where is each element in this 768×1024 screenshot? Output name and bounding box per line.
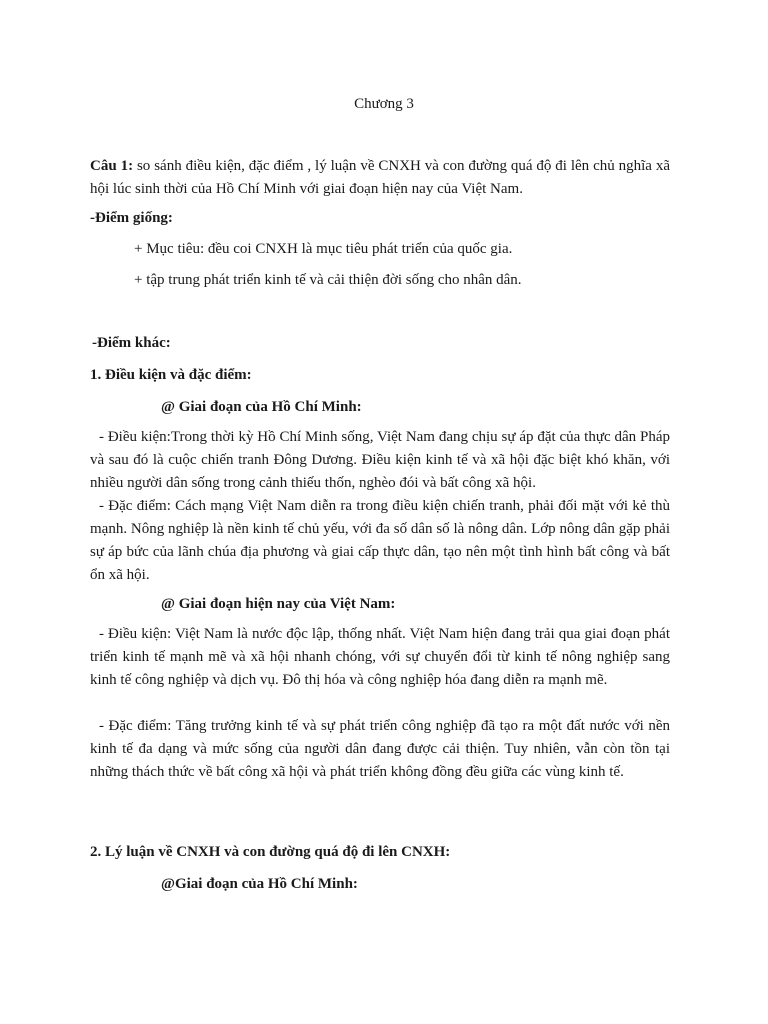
similarity-item: + Mục tiêu: đều coi CNXH là mục tiêu phát triển của quốc gia.: [134, 241, 513, 257]
question-text: so sánh điều kiện, đặc điểm , lý luận về CNXH và con đường quá độ đi lên chủ nghĩa xã hội lúc sinh thời của Hồ Chí Minh với giai đoạn hiện nay của Việt Nam.: [90, 158, 670, 197]
question-paragraph: [90, 155, 670, 201]
section1-now-heading: @ Giai đoạn hiện nay của Việt Nam:: [161, 596, 396, 612]
hcm-feature-paragraph: - Đặc điểm: Cách mạng Việt Nam diễn ra trong điều kiện chiến tranh, phải đối mặt với kẻ thù mạnh. Nông nghiệp là nền kinh tế chủ yếu, với đa số dân số là nông dân. Lớp nông dân gặp phải sự áp bức của lãnh chúa địa phương và giai cấp thực dân, tạo nên một tình hình bất công và bất ổn xã hội.: [90, 498, 670, 583]
chapter-title: Chương 3: [354, 96, 414, 112]
similarity-item: + tập trung phát triển kinh tế và cải thiện đời sống cho nhân dân.: [134, 272, 522, 288]
section2-hcm-heading: @Giai đoạn của Hồ Chí Minh:: [161, 876, 358, 892]
section1-heading: 1. Điều kiện và đặc điểm:: [90, 367, 252, 383]
question-label: Câu 1:: [90, 158, 134, 174]
section2-heading: 2. Lý luận về CNXH và con đường quá độ đi lên CNXH:: [90, 844, 451, 860]
now-feature-paragraph: - Đặc điểm: Tăng trưởng kinh tế và sự phát triển công nghiệp đã tạo ra một đất nước với nền kinh tế đa dạng và mức sống của người dân đang được cải thiện. Tuy nhiên, vẫn còn tồn tại những thách thức về bất công xã hội và phát triển không đồng đều giữa các vùng kinh tế.: [90, 718, 670, 780]
section1-hcm-heading: @ Giai đoạn của Hồ Chí Minh:: [161, 399, 362, 415]
hcm-condition-paragraph: - Điều kiện:Trong thời kỳ Hồ Chí Minh sống, Việt Nam đang chịu sự áp đặt của thực dân Pháp và sau đó là cuộc chiến tranh Đông Dương. Điều kiện kinh tế và xã hội đặc biệt khó khăn, với nhiều người dân sống trong cảnh thiếu thốn, nghèo đói và bất công xã hội.: [90, 429, 670, 491]
now-condition-paragraph: - Điều kiện: Việt Nam là nước độc lập, thống nhất. Việt Nam hiện đang trải qua giai đoạn phát triển kinh tế mạnh mẽ và xã hội nhanh chóng, với sự chuyển đổi từ kinh tế nông nghiệp sang kinh tế công nghiệp và dịch vụ. Đô thị hóa và công nghiệp hóa đang diễn ra mạnh mẽ.: [90, 626, 670, 688]
differences-heading: -Điểm khác:: [92, 335, 171, 351]
similarities-heading: -Điểm giống:: [90, 210, 173, 226]
